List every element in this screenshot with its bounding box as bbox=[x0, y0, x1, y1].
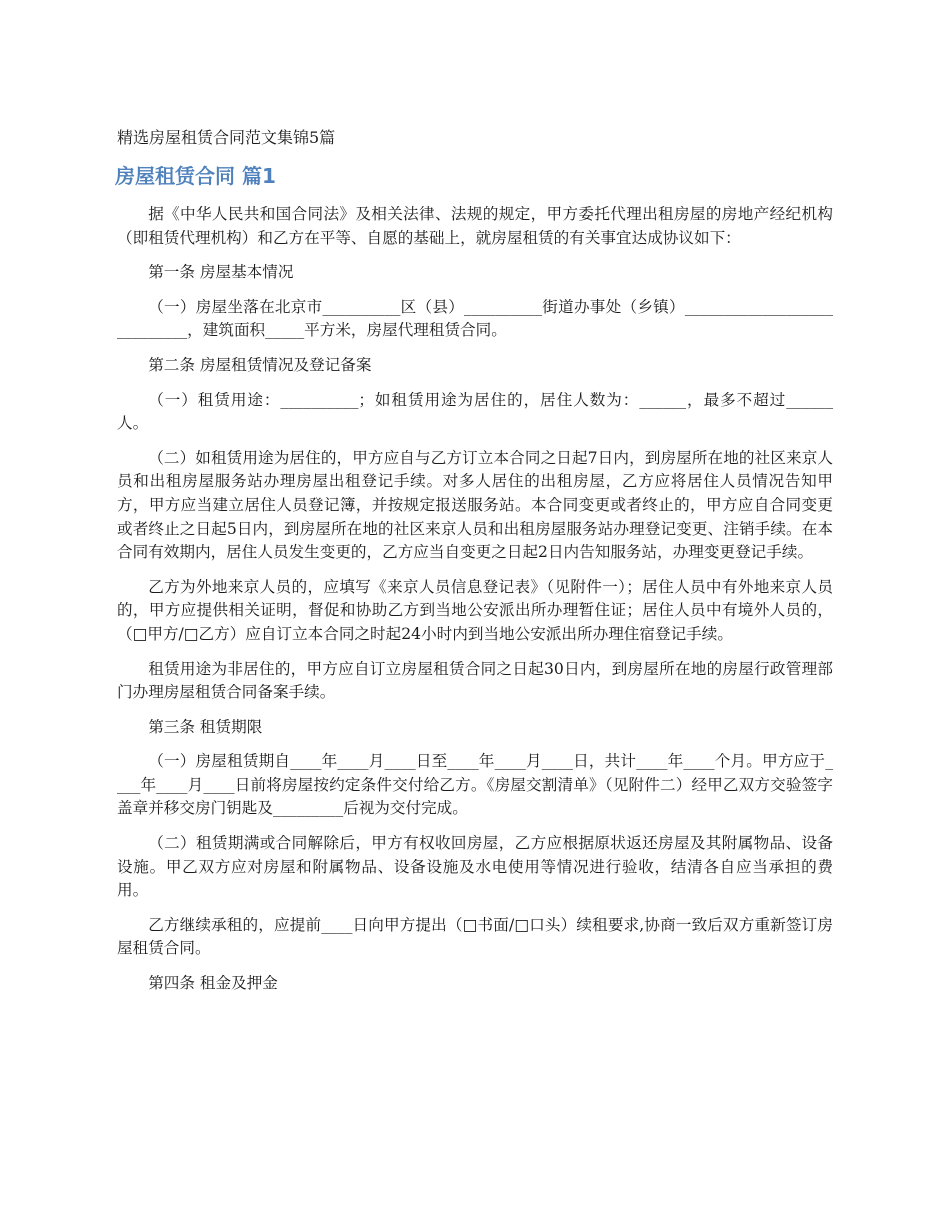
paragraph-house-location: （一）房屋坐落在北京市__________区（县）__________街道办事处（乡镇）____________________________，建筑面积_____平方米，房屋代理租赁合同。 bbox=[117, 297, 833, 340]
paragraph-preamble: 据《中华人民共和国合同法》及相关法律、法规的规定，甲方委托代理出租房屋的房地产经纪机构（即租赁代理机构）和乙方在平等、自愿的基础上，就房屋租赁的有关事宜达成协议如下： bbox=[117, 205, 833, 247]
article-heading-4: 第四条 租金及押金 bbox=[148, 974, 278, 993]
section-heading: 房屋租赁合同 篇1 bbox=[115, 164, 276, 188]
paragraph-lease-term: （一）房屋租赁期自____年____月____日至____年____月____日，共计____年____个月。甲方应于____年____月____日前将房屋按约定条件交付给乙方。《房屋交割清单》（见附件二）经甲乙双方交验签字盖章并移交房门钥匙及_________后视为交付完成。 bbox=[117, 752, 833, 818]
document-body bbox=[117, 203, 833, 1007]
article-heading-3: 第三条 租赁期限 bbox=[148, 717, 263, 736]
paragraph-non-residential: 租赁用途为非居住的，甲方应自订立房屋租赁合同之日起30日内，到房屋所在地的房屋行政管理部门办理房屋租赁合同备案手续。 bbox=[117, 659, 833, 702]
article-heading-2: 第二条 房屋租赁情况及登记备案 bbox=[148, 355, 372, 374]
paragraph-registration: （二）如租赁用途为居住的，甲方应自与乙方订立本合同之日起7日内，到房屋所在地的社区来京人员和出租房屋服务站办理房屋出租登记手续。对多人居住的出租房屋，乙方应将居住人员情况告知甲方，甲方应当建立居住人员登记簿，并按规定报送服务站。本合同变更或者终止的，甲方应自合同变更或者终止之日起5日内，到房屋所在地的社区来京人员和出租房屋服务站办理登记变更、注销手续。在本合同有效期内，居住人员发生变更的，乙方应当自变更之日起2日内告知服务站，办理变更登记手续。 bbox=[117, 448, 833, 562]
paragraph-rental-use: （一）租赁用途：__________；如租赁用途为居住的，居住人数为：______，最多不超过______人。 bbox=[117, 390, 833, 433]
paragraph-lease-expiry: （二）租赁期满或合同解除后，甲方有权收回房屋，乙方应根据原状返还房屋及其附属物品、设备设施。甲乙双方应对房屋和附属物品、设备设施及水电使用等情况进行验收，结清各自应当承担的费用。 bbox=[117, 834, 833, 900]
paragraph-renewal: 乙方继续承租的，应提前____日向甲方提出（□书面/□口头）续租要求,协商一致后双方重新签订房屋租赁合同。 bbox=[117, 915, 833, 958]
paragraph-nonlocal-residents: 乙方为外地来京人员的，应填写《来京人员信息登记表》（见附件一）；居住人员中有外地来京人员的，甲方应提供相关证明，督促和协助乙方到当地公安派出所办理暂住证；居住人员中有境外人员的，（□甲方/□乙方）应自订立本合同之时起24小时内到当地公安派出所办理住宿登记手续。 bbox=[117, 577, 833, 643]
document-title: 精选房屋租赁合同范文集锦5篇 bbox=[117, 128, 336, 147]
article-heading-1: 第一条 房屋基本情况 bbox=[148, 263, 294, 282]
